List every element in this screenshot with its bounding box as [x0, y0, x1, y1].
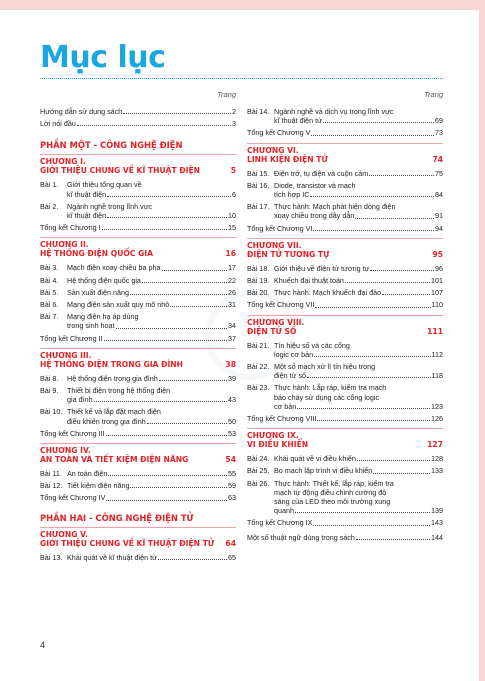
toc-entry-lesson-3[interactable]: Bài 3. Mạch điện xoay chiều ba pha 17 [40, 263, 236, 273]
toc-entry-summary-1[interactable]: Tổng kết Chương I 15 [40, 223, 236, 233]
chapter-1-heading[interactable]: CHƯƠNG I. GIỚI THIỆU CHUNG VỀ KĨ THUẬT ĐIỆN 5 [40, 154, 236, 176]
toc-entry-guide[interactable]: Hướng dẫn sử dụng sách 2 [40, 107, 236, 116]
title-divider [40, 78, 443, 79]
toc-entry-lesson-9[interactable]: Bài 9. Thiết bị điện trong hệ thống điện gia đình 43 [40, 386, 236, 405]
side-decorative-strip [479, 0, 485, 681]
toc-entry-lesson-4[interactable]: Bài 4. Hệ thống điện quốc gia 22 [40, 275, 236, 285]
toc-entry-lesson-19[interactable]: Bài 19. Khuếch đại thuật toán 101 [247, 276, 443, 286]
chapter-9-heading[interactable]: CHƯƠNG IX. VI ĐIỀU KHIỂN 127 [247, 428, 443, 450]
toc-entry-lesson-13[interactable]: Bài 13. Khái quát về kĩ thuật điện tử 65 [40, 552, 236, 562]
toc-entry-lesson-23[interactable]: Bài 23. Thực hành: Lắp ráp, kiểm tra mạch báo cháy sử dụng các cổng logic cơ bản 123 [247, 383, 443, 411]
part-one-heading: PHẦN MỘT - CÔNG NGHỆ ĐIỆN [40, 140, 183, 151]
page-column-label: Trang [423, 90, 443, 99]
toc-entry-lesson-26[interactable]: Bài 26. Thực hành: Thiết kế, lắp ráp, kiểm tra mạch tự động điều chỉnh cường độ sáng của LED theo môi trường xung quanh 139 [247, 478, 443, 516]
toc-entry-lesson-7[interactable]: Bài 7. Mạng điện hạ áp dùng trong sinh hoạt 34 [40, 312, 236, 331]
toc-entry-lesson-11[interactable]: Bài 11. An toàn điện 55 [40, 469, 236, 479]
page-number: 4 [40, 640, 46, 650]
toc-entry-lesson-14[interactable]: Bài 14. Ngành nghề và dịch vụ trong lĩnh vực kĩ thuật điện tử 69 [247, 107, 443, 126]
part-two-heading: PHẦN HAI - CÔNG NGHỆ ĐIỆN TỬ [40, 512, 194, 523]
chapter-3-heading[interactable]: CHƯƠNG III. HỆ THỐNG ĐIỆN TRONG GIA ĐÌNH 38 [40, 348, 236, 370]
toc-entry-summary-8[interactable]: Tổng kết Chương VIII 126 [247, 414, 443, 424]
toc-entry-glossary[interactable]: Một số thuật ngữ dùng trong sách 144 [247, 532, 443, 542]
toc-entry-lesson-17[interactable]: Bài 17. Thực hành: Mạch phát hiện dòng điện xoay chiều trong dây dẫn 91 [247, 202, 443, 221]
toc-right-column [247, 90, 443, 547]
top-decorative-strip [0, 0, 485, 10]
toc-entry-lesson-25[interactable]: Bài 25. Bo mạch lập trình vi điều khiển 133 [247, 466, 443, 476]
toc-entry-lesson-15[interactable]: Bài 15. Điện trở, tụ điện và cuộn cảm 75 [247, 168, 443, 178]
toc-entry-lesson-2[interactable]: Bài 2. Ngành nghề trong lĩnh vực kĩ thuật điện 10 [40, 201, 236, 221]
toc-entry-summary-4[interactable]: Tổng kết Chương IV 63 [40, 493, 236, 503]
toc-entry-lesson-18[interactable]: Bài 18. Giới thiệu về điện tử tương tự 96 [247, 263, 443, 273]
toc-entry-lesson-12[interactable]: Bài 12. Tiết kiệm điện năng 59 [40, 481, 236, 491]
toc-entry-lesson-1[interactable]: Bài 1. Giới thiệu tổng quan về kĩ thuật điện 6 [40, 180, 236, 199]
toc-entry-preface[interactable]: Lời nói đầu 3 [40, 119, 236, 129]
toc-entry-summary-6[interactable]: Tổng kết Chương VI 94 [247, 223, 443, 233]
toc-entry-lesson-10[interactable]: Bài 10. Thiết kế và lắp đặt mạch điện điều khiển trong gia đình 50 [40, 407, 236, 426]
toc-entry-lesson-21[interactable]: Bài 21. Tín hiệu số và các cổng logic cơ bản 112 [247, 340, 443, 359]
toc-entry-summary-7[interactable]: Tổng kết Chương VII 110 [247, 300, 443, 310]
toc-entry-lesson-24[interactable]: Bài 24. Khái quát về vi điều khiển 128 [247, 454, 443, 464]
toc-entry-summary-3[interactable]: Tổng kết Chương III 53 [40, 428, 236, 438]
toc-entry-summary-9[interactable]: Tổng kết Chương IX 143 [247, 518, 443, 528]
page-column-label: Trang [216, 90, 236, 99]
toc-entry-lesson-20[interactable]: Bài 20. Thực hành: Mạch khuếch đại đảo 107 [247, 288, 443, 298]
page-title: Mục lục [40, 40, 166, 75]
toc-left-column [40, 90, 236, 565]
chapter-4-heading[interactable]: CHƯƠNG IV. AN TOÀN VÀ TIẾT KIỆM ĐIỆN NĂNG 54 [40, 443, 236, 465]
toc-entry-summary-5[interactable]: Tổng kết Chương V 73 [247, 128, 443, 138]
chapter-8-heading[interactable]: CHƯƠNG VIII. ĐIỆN TỬ SỐ 111 [247, 315, 443, 337]
toc-entry-lesson-22[interactable]: Bài 22. Một số mạch xử lí tín hiệu trong điện tử số 118 [247, 362, 443, 381]
chapter-2-heading[interactable]: CHƯƠNG II. HỆ THỐNG ĐIỆN QUỐC GIA 16 [40, 237, 236, 259]
chapter-6-heading[interactable]: CHƯƠNG VI. LINH KIỆN ĐIỆN TỬ 74 [247, 143, 443, 165]
chapter-7-heading[interactable]: CHƯƠNG VII. ĐIỆN TỬ TƯƠNG TỰ 95 [247, 238, 443, 260]
toc-entry-lesson-5[interactable]: Bài 5. Sản xuất điện năng 26 [40, 287, 236, 297]
toc-entry-summary-2[interactable]: Tổng kết Chương II 37 [40, 333, 236, 343]
chapter-5-heading[interactable]: CHƯƠNG V. GIỚI THIỆU CHUNG VỀ KĨ THUẬT ĐIỆN TỬ 64 [40, 527, 236, 549]
toc-entry-lesson-16[interactable]: Bài 16. Diode, transistor và mạch tích hợp IC 84 [247, 180, 443, 200]
toc-entry-lesson-6[interactable]: Bài 6. Mạng điện sản xuất quy mô nhỏ 31 [40, 300, 236, 310]
toc-entry-lesson-8[interactable]: Bài 8. Hệ thống điện trong gia đình 39 [40, 373, 236, 383]
